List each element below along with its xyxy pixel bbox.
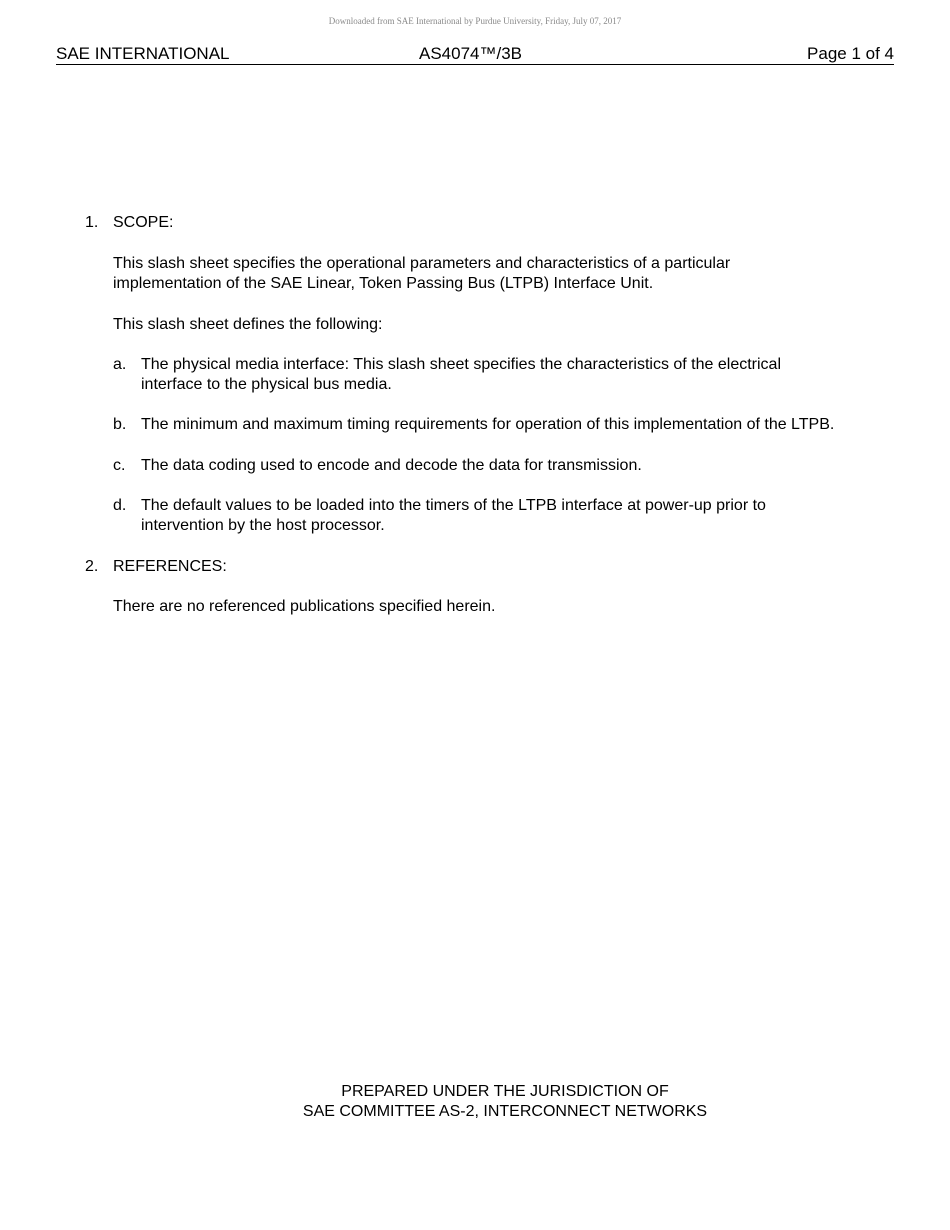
references-paragraph: There are no referenced publications specified herein. bbox=[113, 598, 496, 615]
jurisdiction-footer bbox=[0, 1082, 950, 1122]
list-item bbox=[141, 355, 893, 395]
list-item-letter: a. bbox=[113, 356, 127, 373]
paragraph-line: implementation of the SAE Linear, Token Passing Bus (LTPB) Interface Unit. bbox=[113, 275, 654, 292]
section-number: 1. bbox=[85, 214, 99, 231]
list-item-line: intervention by the host processor. bbox=[141, 517, 385, 534]
footer-line: PREPARED UNDER THE JURISDICTION OF bbox=[341, 1083, 669, 1100]
list-item bbox=[141, 415, 893, 435]
download-watermark: Downloaded from SAE International by Purdue University, Friday, July 07, 2017 bbox=[328, 16, 622, 26]
list-item-line: The default values to be loaded into the timers of the LTPB interface at power-up prior to bbox=[141, 497, 766, 514]
list-item-line: The physical media interface: This slash sheet specifies the characteristics of the electrical bbox=[141, 356, 781, 373]
list-item-letter: b. bbox=[113, 416, 127, 433]
list-item bbox=[141, 456, 893, 476]
paragraph-line: This slash sheet specifies the operational parameters and characteristics of a particular bbox=[113, 255, 731, 272]
defines-paragraph: This slash sheet defines the following: bbox=[113, 316, 383, 333]
section-number: 2. bbox=[85, 558, 99, 575]
list-item-letter: c. bbox=[113, 457, 126, 474]
list-item-letter: d. bbox=[113, 497, 127, 514]
publisher-name: SAE INTERNATIONAL bbox=[56, 44, 230, 63]
scope-paragraph bbox=[113, 254, 893, 294]
list-item-line: The minimum and maximum timing requirements for operation of this implementation of the LTPB. bbox=[141, 416, 835, 433]
list-item bbox=[141, 496, 893, 536]
page-header bbox=[56, 44, 894, 65]
list-item-line: interface to the physical bus media. bbox=[141, 376, 392, 393]
list-item-line: The data coding used to encode and decode the data for transmission. bbox=[141, 457, 642, 474]
document-number: AS4074™/3B bbox=[419, 44, 523, 63]
footer-line: SAE COMMITTEE AS-2, INTERCONNECT NETWORKS bbox=[302, 1103, 708, 1120]
section-title: SCOPE: bbox=[113, 214, 174, 231]
section-title: REFERENCES: bbox=[113, 558, 227, 575]
page-number: Page 1 of 4 bbox=[807, 44, 894, 63]
